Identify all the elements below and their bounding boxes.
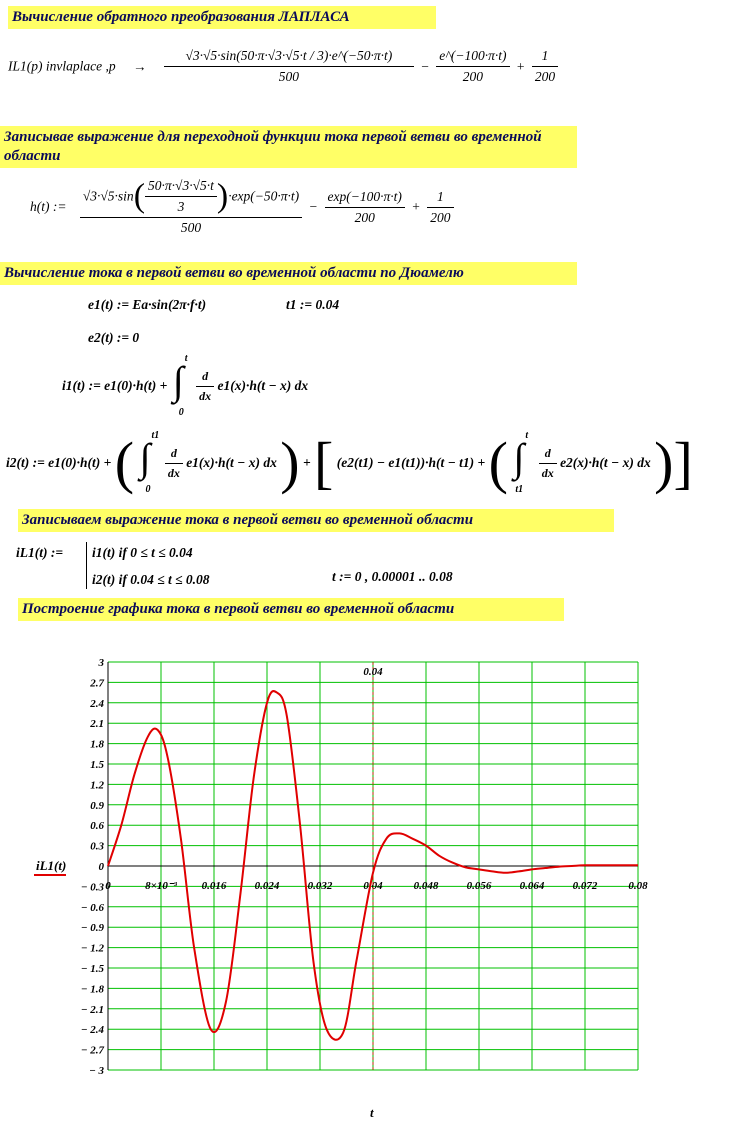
eq-piecewise-case2: i2(t) if 0.04 ≤ t ≤ 0.08 <box>92 572 210 587</box>
y-axis-label: iL1(t) <box>36 858 67 873</box>
eq-h-term3-num: 1 <box>437 188 444 204</box>
y-tick-label: 2.7 <box>90 677 104 690</box>
eq-h-inner-frac <box>145 178 217 215</box>
y-tick-label: 0.6 <box>90 820 104 833</box>
y-tick-label: − 2.7 <box>80 1044 104 1057</box>
eq-i1-integrand: e1(x)·h(t − x) dx <box>217 378 309 393</box>
y-tick-label: − 1.8 <box>80 983 104 996</box>
eq-invlaplace-term3-den: 200 <box>532 66 558 85</box>
eq-h-inner-num: 50·π·√3·√5·t <box>148 178 214 193</box>
eq-invlaplace: IL1(p) invlaplace ,p → $\frac{√3\cdot√5\cdot\sin(50\cdot\pi\cdot√3\cdot√5\cdot t / 3)\cdot e\^{}(-50\cdot\pi\cdot t)}{500}$ − $\frac{e\^{}(-100\cdot\pi\cdot t)}{200}$ + $\frac{1}{200}$ <box>8 48 558 85</box>
y-tick-label: − 0.6 <box>80 901 104 914</box>
eq-i1-upper-limit: t <box>184 353 188 364</box>
x-tick-label: 0.024 <box>254 880 280 892</box>
eq-h-lhs: h(t) := <box>30 199 67 214</box>
y-tick-label: 0.3 <box>90 840 104 853</box>
eq-h-inner-den: 3 <box>145 196 217 215</box>
arrow-symbol: → <box>132 58 147 74</box>
y-tick-label: − 2.4 <box>80 1024 104 1037</box>
x-tick-label: 0.056 <box>466 880 492 892</box>
d-symbol: d <box>202 368 209 383</box>
y-tick-label: 3 <box>98 657 104 669</box>
integral-symbol: ∫ <box>513 435 525 480</box>
eq-i1-lhs: i1(t) := e1(0)·h(t) + <box>62 378 168 393</box>
y-tick-label: − 1.2 <box>80 942 104 955</box>
eq-i1 <box>62 355 308 417</box>
eq-invlaplace-term3-num: 1 <box>541 48 549 63</box>
x-tick-label: 0.064 <box>519 880 545 892</box>
eq-e2: e2(t) := 0 <box>88 330 140 345</box>
dx-symbol: dx <box>539 463 557 481</box>
current-plot <box>0 640 744 1129</box>
y-tick-label: 1.5 <box>90 759 104 771</box>
eq-i2-derivative-2 <box>539 446 557 481</box>
eq-e1: e1(t) := Ea·sin(2π·f·t) <box>88 297 207 312</box>
eq-i2-int2-upper: t <box>525 430 529 441</box>
eq-i1-lower-limit: 0 <box>178 407 184 418</box>
piecewise-bracket <box>86 542 87 589</box>
eq-h-term2-den: 200 <box>325 207 405 226</box>
eq-t1: t1 := 0.04 <box>286 297 340 312</box>
marker-label: 0.04 <box>363 666 383 678</box>
eq-invlaplace-term1-num: √3·√5·sin(50·π·√3·√5·t / 3)·e^(−50·π·t) <box>185 48 393 63</box>
eq-h-term2 <box>325 189 405 226</box>
y-tick-labels <box>81 657 105 1077</box>
eq-h-term1-den: 500 <box>80 217 302 236</box>
eq-i2: i2(t) := e1(0)·h(t) + ( ∫ t1 0 $\frac{d}{dx}$ e1(x)·h(t − x) dx ) + [ (e2(t1) − e1(t1))·h(t − t1) + ( ∫ t t1 $\frac{d}{dx}$ e2(x)·h(t − x) dx )] <box>6 430 693 495</box>
eq-h-num-pre: √3·√5·sin <box>82 188 134 204</box>
section-header-transfer: Записывае выражение для переходной функции тока первой ветви во временной области <box>0 126 577 168</box>
x-tick-label: 0.016 <box>201 880 227 892</box>
eq-h-term1 <box>80 178 302 236</box>
integral-symbol: ∫ <box>139 435 151 480</box>
eq-i2-int1-lower: 0 <box>145 484 151 495</box>
eq-h-term2-num: exp(−100·π·t) <box>327 188 402 204</box>
eq-invlaplace-term1-den: 500 <box>164 66 414 85</box>
y-tick-label: 2.1 <box>90 718 104 731</box>
dx-symbol: dx <box>165 463 183 481</box>
eq-i2-int2-integrand: e2(x)·h(t − x) dx <box>560 455 651 470</box>
x-tick-label: 0.032 <box>307 880 333 892</box>
legend-line <box>34 874 66 876</box>
y-tick-label: 0 <box>98 861 104 873</box>
eq-piecewise-lhs: iL1(t) := <box>16 545 64 560</box>
d-symbol: d <box>544 445 551 460</box>
eq-h-num-post: ·exp(−50·π·t) <box>228 188 300 204</box>
eq-i1-derivative <box>196 369 214 404</box>
y-tick-label: 2.4 <box>90 697 104 710</box>
eq-i2-middle-term: (e2(t1) − e1(t1))·h(t − t1) + <box>336 455 486 470</box>
y-tick-label: − 3 <box>89 1065 104 1077</box>
x-tick-label: 0.072 <box>572 880 598 892</box>
x-axis-label: t <box>370 1105 374 1120</box>
eq-i2-int1-upper: t1 <box>151 430 160 441</box>
eq-h-term3-den: 200 <box>427 207 453 226</box>
x-tick-label: 0.048 <box>413 880 439 892</box>
section-header-duhamel: Вычисление тока в первой ветви во временной области по Дюамелю <box>0 262 577 285</box>
y-tick-label: − 0.9 <box>80 922 104 935</box>
section-header-plot: Построение графика тока в первой ветви во временной области <box>18 598 564 621</box>
eq-invlaplace-term3 <box>532 48 558 85</box>
y-tick-label: − 0.3 <box>80 881 104 894</box>
dx-symbol: dx <box>196 386 214 404</box>
x-tick-label: 0 <box>105 880 111 892</box>
eq-i2-lhs: i2(t) := e1(0)·h(t) + <box>6 455 112 470</box>
eq-piecewise-case1: i1(t) if 0 ≤ t ≤ 0.04 <box>92 545 193 560</box>
eq-invlaplace-term2-den: 200 <box>436 66 509 85</box>
eq-h-definition: h(t) := √3·√5·sin( $\frac{50\cdot\pi\cdot√3\cdot√5\cdot t}{3}$ )·exp(−50·π·t) 500 − $\frac{\exp(-100\cdot\pi\cdot t)}{200}$ + $\frac{1}{200}$ <box>30 178 454 236</box>
x-tick-label: 0.08 <box>628 880 648 892</box>
y-tick-label: 0.9 <box>90 799 104 812</box>
eq-i2-int2-lower: t1 <box>515 484 524 495</box>
eq-invlaplace-term2 <box>436 48 509 85</box>
d-symbol: d <box>170 445 177 460</box>
eq-i2-derivative-1 <box>165 446 183 481</box>
y-tick-label: 1.2 <box>90 779 104 792</box>
section-header-current-expression: Записываем выражение тока в первой ветви во временной области <box>18 509 614 532</box>
x-tick-label: 0.04 <box>363 880 383 892</box>
y-tick-label: − 1.5 <box>80 963 104 975</box>
eq-h-term1-num: √3·√5·sin( $\frac{50\cdot\pi\cdot√3\cdot√5\cdot t}{3}$ )·exp(−50·π·t) <box>82 177 300 215</box>
eq-i2-int1-integrand: e1(x)·h(t − x) dx <box>186 455 277 470</box>
eq-invlaplace-lhs: IL1(p) invlaplace ,p <box>8 58 116 74</box>
y-tick-label: − 2.1 <box>80 1003 104 1016</box>
x-tick-label: 8×10⁻³ <box>145 880 177 892</box>
eq-h-term3 <box>427 189 453 226</box>
section-header-laplace: Вычисление обратного преобразования ЛАПЛАСА <box>8 6 436 29</box>
y-tick-label: 1.8 <box>90 738 104 751</box>
eq-invlaplace-term1 <box>164 48 414 85</box>
integral-symbol: ∫ <box>172 358 184 403</box>
eq-range-t: t := 0 , 0.00001 .. 0.08 <box>332 569 453 584</box>
eq-invlaplace-term2-num: e^(−100·π·t) <box>439 48 507 63</box>
